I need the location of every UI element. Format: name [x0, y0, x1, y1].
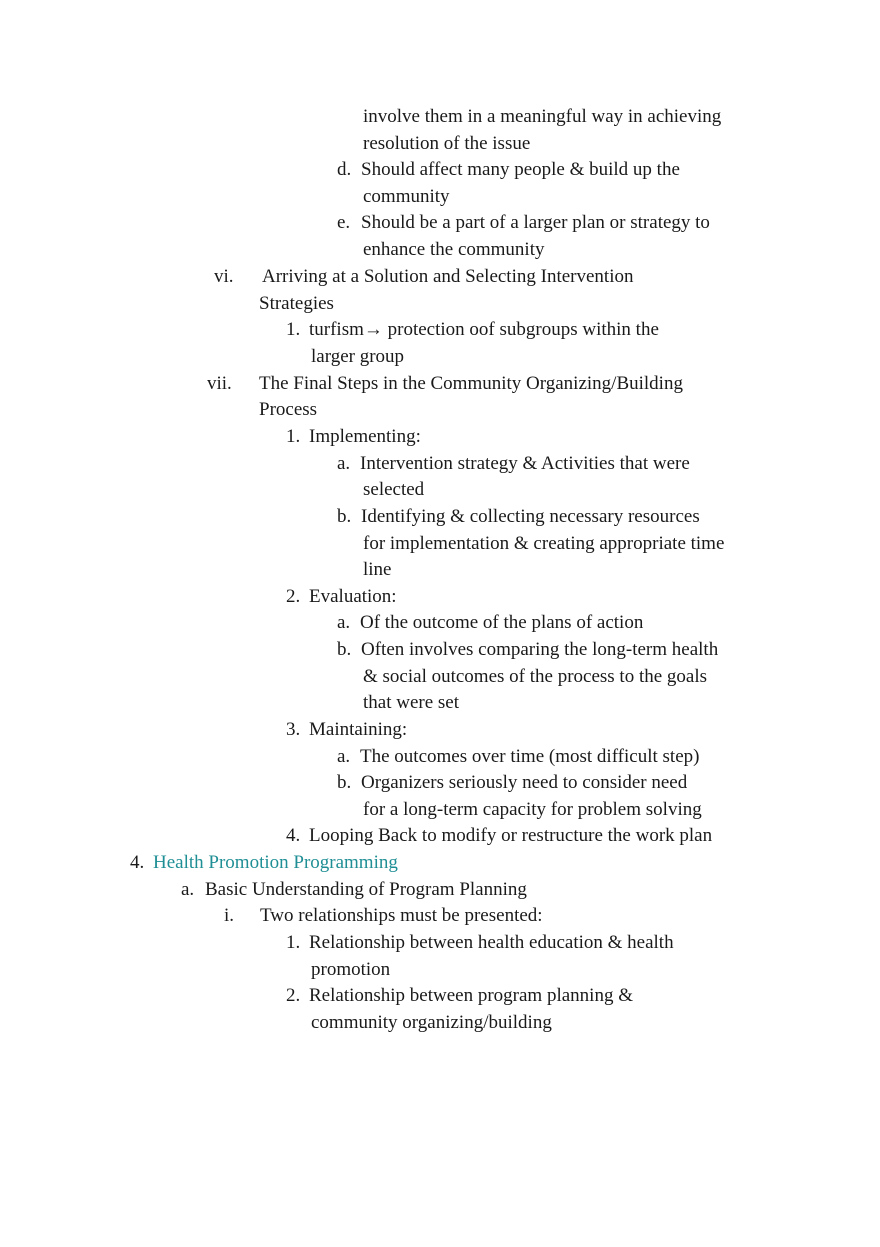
step-vi-sub1-line-1: turfism→ protection oof subgroups within the: [309, 319, 659, 340]
step-vii-line-1: The Final Steps in the Community Organizing/Building: [259, 373, 683, 394]
implementing-b-line-1: Identifying & collecting necessary resources: [361, 506, 700, 527]
implementing-marker: 1.: [286, 426, 301, 447]
implementing-a-marker: a.: [337, 453, 351, 474]
section-4-a-i-marker: i.: [224, 905, 235, 926]
relationship-1-line-2: promotion: [311, 959, 391, 980]
item-d-line-2: community: [363, 186, 450, 207]
evaluation-a-marker: a.: [337, 612, 351, 633]
relationship-2-marker: 2.: [286, 985, 301, 1006]
maintaining-label: Maintaining:: [309, 719, 408, 740]
implementing-b-line-3: line: [363, 559, 392, 580]
relationship-1-marker: 1.: [286, 932, 301, 953]
item-c-continuation-line-1: involve them in a meaningful way in achieving: [363, 106, 722, 127]
section-4-a-marker: a.: [181, 879, 195, 900]
step-vi-sub1-line-2: larger group: [311, 346, 405, 367]
item-e-line-1: Should be a part of a larger plan or strategy to: [361, 212, 710, 233]
evaluation-b-line-2: & social outcomes of the process to the goals: [363, 666, 708, 687]
item-d-line-1: Should affect many people & build up the: [361, 159, 680, 180]
evaluation-marker: 2.: [286, 586, 301, 607]
relationship-2-line-2: community organizing/building: [311, 1012, 552, 1033]
evaluation-b-line-1: Often involves comparing the long-term health: [361, 639, 719, 660]
evaluation-b-line-3: that were set: [363, 692, 460, 713]
section-4-a-label: Basic Understanding of Program Planning: [205, 879, 527, 900]
item-c-continuation-line-2: resolution of the issue: [363, 133, 531, 154]
maintaining-b-line-2: for a long-term capacity for problem solving: [363, 799, 702, 820]
step-vi-line-2: Strategies: [259, 293, 334, 314]
section-4-a-i-label: Two relationships must be presented:: [260, 905, 543, 926]
step-vi-marker: vi.: [214, 266, 234, 287]
evaluation-label: Evaluation:: [309, 586, 397, 607]
item-e-marker: e.: [337, 212, 351, 233]
section-4-heading: Health Promotion Programming: [153, 852, 398, 873]
relationship-2-line-1: Relationship between program planning &: [309, 985, 633, 1006]
step-vii-marker: vii.: [207, 373, 232, 394]
item-d-marker: d.: [337, 159, 352, 180]
relationship-1-line-1: Relationship between health education & health: [309, 932, 674, 953]
implementing-a-line-2: selected: [363, 479, 425, 500]
implementing-b-line-2: for implementation & creating appropriate time: [363, 533, 725, 554]
step-vi-sub1-marker: 1.: [286, 319, 301, 340]
step-vi-line-1: Arriving at a Solution and Selecting Intervention: [262, 266, 634, 287]
step-vii-line-2: Process: [259, 399, 318, 420]
maintaining-b-marker: b.: [337, 772, 352, 793]
implementing-b-marker: b.: [337, 506, 352, 527]
item-e-line-2: enhance the community: [363, 239, 545, 260]
implementing-label: Implementing:: [309, 426, 421, 447]
maintaining-marker: 3.: [286, 719, 301, 740]
maintaining-a-marker: a.: [337, 746, 351, 767]
implementing-a-line-1: Intervention strategy & Activities that were: [360, 453, 690, 474]
looping-marker: 4.: [286, 825, 301, 846]
looping-label: Looping Back to modify or restructure the work plan: [309, 825, 713, 846]
evaluation-a-line-1: Of the outcome of the plans of action: [360, 612, 644, 633]
section-4-marker: 4.: [130, 852, 145, 873]
evaluation-b-marker: b.: [337, 639, 352, 660]
maintaining-a-line-1: The outcomes over time (most difficult step): [360, 746, 700, 767]
maintaining-b-line-1: Organizers seriously need to consider need: [361, 772, 688, 793]
